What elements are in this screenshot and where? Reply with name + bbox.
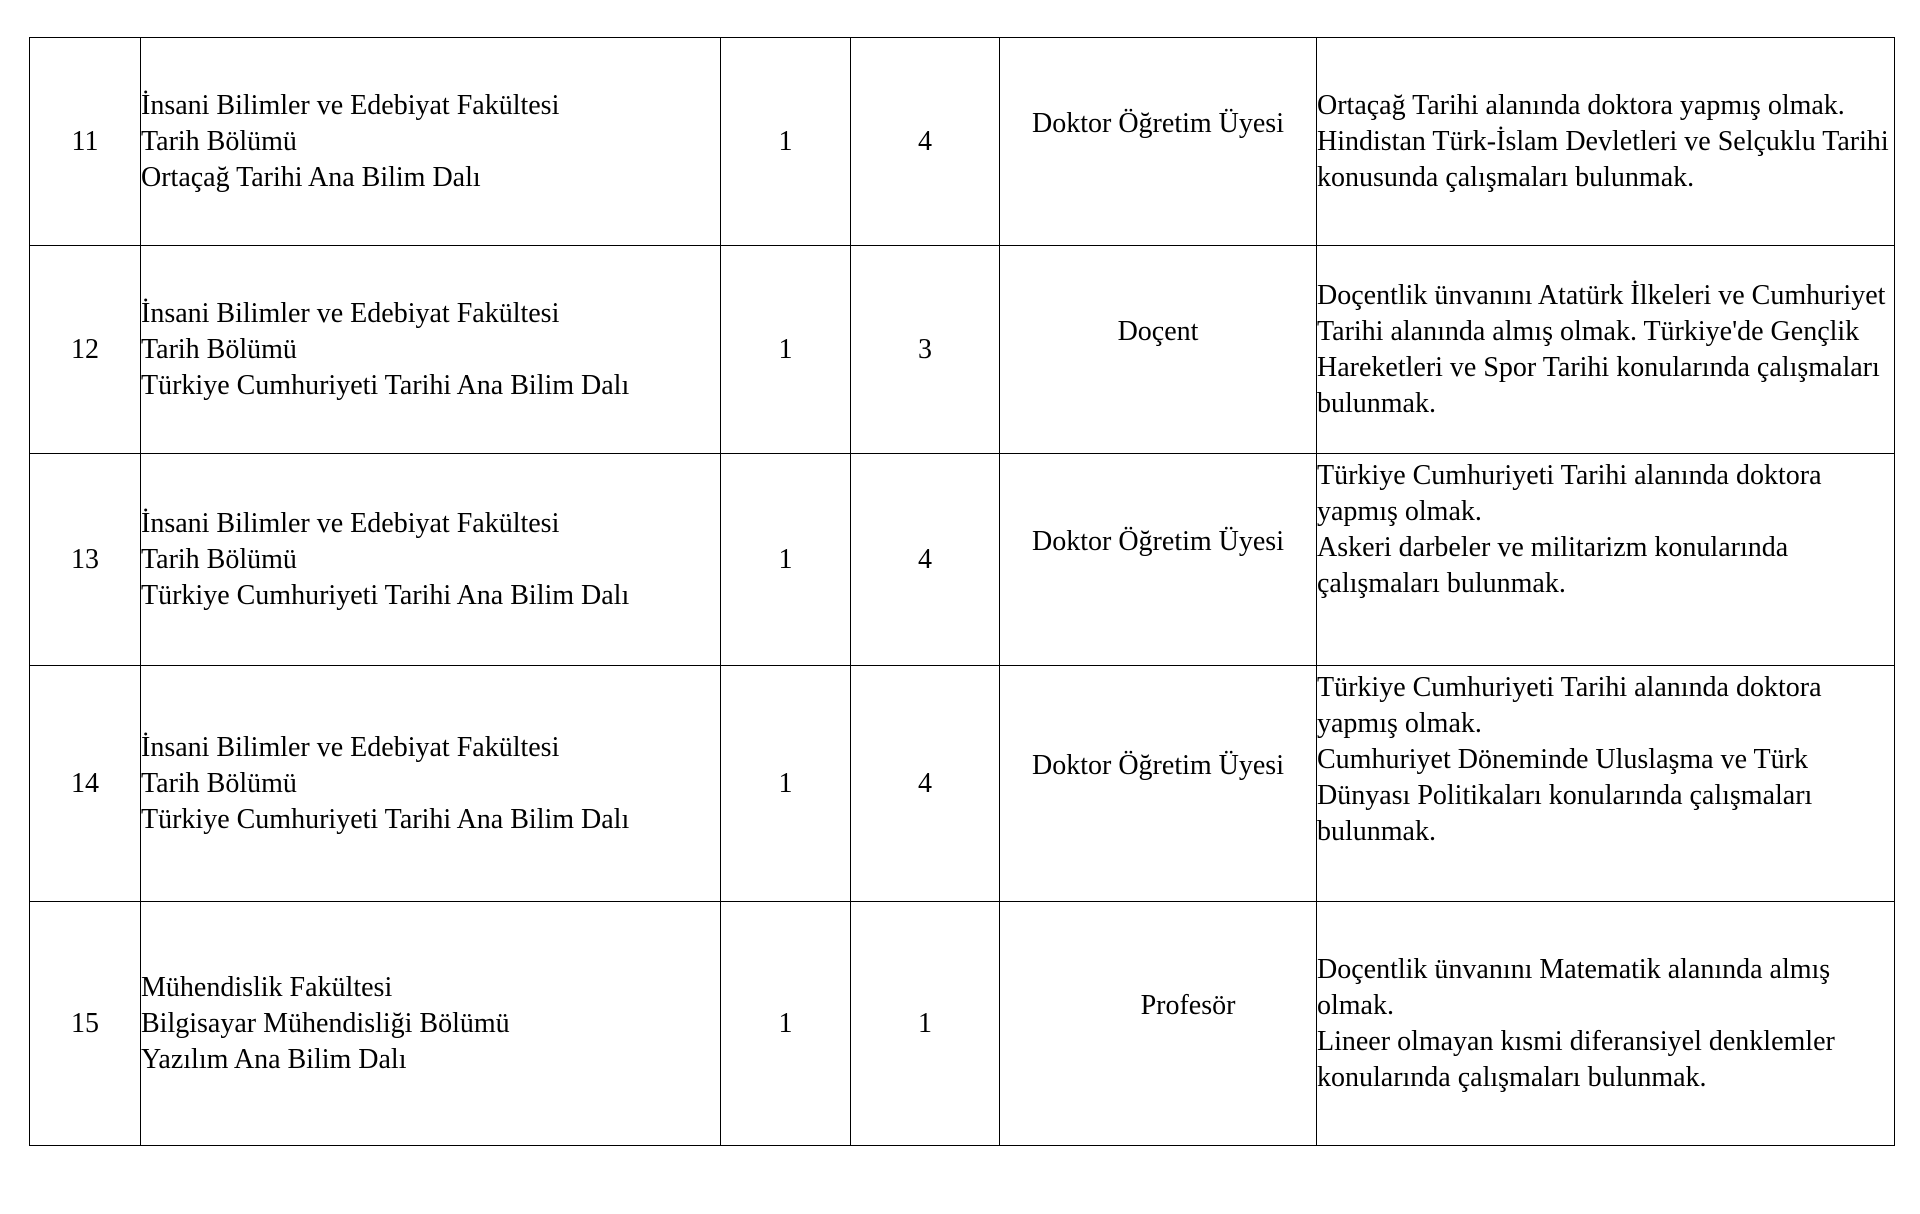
requirement-cell	[1317, 246, 1895, 454]
table-row	[30, 246, 1895, 454]
unit-cell	[141, 666, 721, 902]
requirement-text: Doçentlik ünvanını Matematik alanında almış olmak.	[1317, 953, 1831, 1021]
academic-title-text: Doçent	[1117, 315, 1199, 347]
division-name: Türkiye Cumhuriyeti Tarihi Ana Bilim Dalı	[141, 369, 630, 401]
division-name: Yazılım Ana Bilim Dalı	[141, 1043, 407, 1075]
department-name: Bilgisayar Mühendisliği Bölümü	[141, 1007, 510, 1039]
academic-title-text: Doktor Öğretim Üyesi	[1032, 525, 1284, 557]
position-count: 1	[721, 246, 851, 454]
row-number: 15	[30, 902, 141, 1146]
academic-title	[1000, 246, 1317, 454]
requirement-text: Türkiye Cumhuriyeti Tarihi alanında doktora yapmış olmak.	[1317, 460, 1822, 527]
department-name: Tarih Bölümü	[141, 125, 297, 157]
position-count: 1	[721, 38, 851, 246]
department-name: Tarih Bölümü	[141, 543, 297, 575]
requirement-text: Türkiye Cumhuriyeti Tarihi alanında doktora yapmış olmak.	[1317, 672, 1822, 739]
faculty-name: İnsani Bilimler ve Edebiyat Fakültesi	[141, 507, 560, 539]
department-name: Tarih Bölümü	[141, 767, 297, 799]
position-degree: 4	[851, 666, 1000, 902]
unit-cell	[141, 246, 721, 454]
division-name: Türkiye Cumhuriyeti Tarihi Ana Bilim Dalı	[141, 803, 630, 835]
requirement-cell	[1317, 902, 1895, 1146]
position-degree: 4	[851, 454, 1000, 666]
row-number: 14	[30, 666, 141, 902]
position-degree: 4	[851, 38, 1000, 246]
academic-title	[1000, 666, 1317, 902]
requirement-cell	[1317, 666, 1895, 902]
row-number: 13	[30, 454, 141, 666]
requirement-text: Askeri darbeler ve militarizm konularında çalışmaları bulunmak.	[1317, 532, 1789, 599]
table-row	[30, 666, 1895, 902]
division-name: Türkiye Cumhuriyeti Tarihi Ana Bilim Dalı	[141, 579, 630, 611]
requirement-text: Ortaçağ Tarihi alanında doktora yapmış olmak. Hindistan Türk-İslam Devletleri ve Selçuklu Tarihi konusunda çalışmaları bulunmak.	[1317, 89, 1889, 193]
faculty-name: Mühendislik Fakültesi	[141, 971, 393, 1003]
faculty-name: İnsani Bilimler ve Edebiyat Fakültesi	[141, 731, 560, 763]
positions-table	[29, 37, 1895, 1146]
table-row	[30, 454, 1895, 666]
table-row	[30, 38, 1895, 246]
academic-title-text: Profesör	[1140, 989, 1236, 1021]
requirement-text: Lineer olmayan kısmi diferansiyel denklemler konularında çalışmaları bulunmak.	[1317, 1025, 1835, 1093]
position-count: 1	[721, 666, 851, 902]
table-row	[30, 902, 1895, 1146]
academic-title-text: Doktor Öğretim Üyesi	[1032, 749, 1284, 781]
position-count: 1	[721, 902, 851, 1146]
unit-cell	[141, 902, 721, 1146]
academic-title	[1000, 38, 1317, 246]
position-count: 1	[721, 454, 851, 666]
academic-title-text: Doktor Öğretim Üyesi	[1032, 107, 1284, 139]
unit-cell	[141, 38, 721, 246]
requirement-cell	[1317, 38, 1895, 246]
requirement-text: Doçentlik ünvanını Atatürk İlkeleri ve Cumhuriyet Tarihi alanında almış olmak. Türkiye'de Gençlik Hareketleri ve Spor Tarihi konularında çalışmaları bulunmak.	[1317, 279, 1886, 419]
department-name: Tarih Bölümü	[141, 333, 297, 365]
requirement-text: Cumhuriyet Döneminde Uluslaşma ve Türk Dünyası Politikaları konularında çalışmaları bulunmak.	[1317, 744, 1813, 847]
row-number: 11	[30, 38, 141, 246]
unit-cell	[141, 454, 721, 666]
academic-title	[1000, 902, 1317, 1146]
position-degree: 1	[851, 902, 1000, 1146]
division-name: Ortaçağ Tarihi Ana Bilim Dalı	[141, 161, 481, 193]
faculty-name: İnsani Bilimler ve Edebiyat Fakültesi	[141, 297, 560, 329]
row-number: 12	[30, 246, 141, 454]
academic-title	[1000, 454, 1317, 666]
position-degree: 3	[851, 246, 1000, 454]
faculty-name: İnsani Bilimler ve Edebiyat Fakültesi	[141, 89, 560, 121]
requirement-cell	[1317, 454, 1895, 666]
